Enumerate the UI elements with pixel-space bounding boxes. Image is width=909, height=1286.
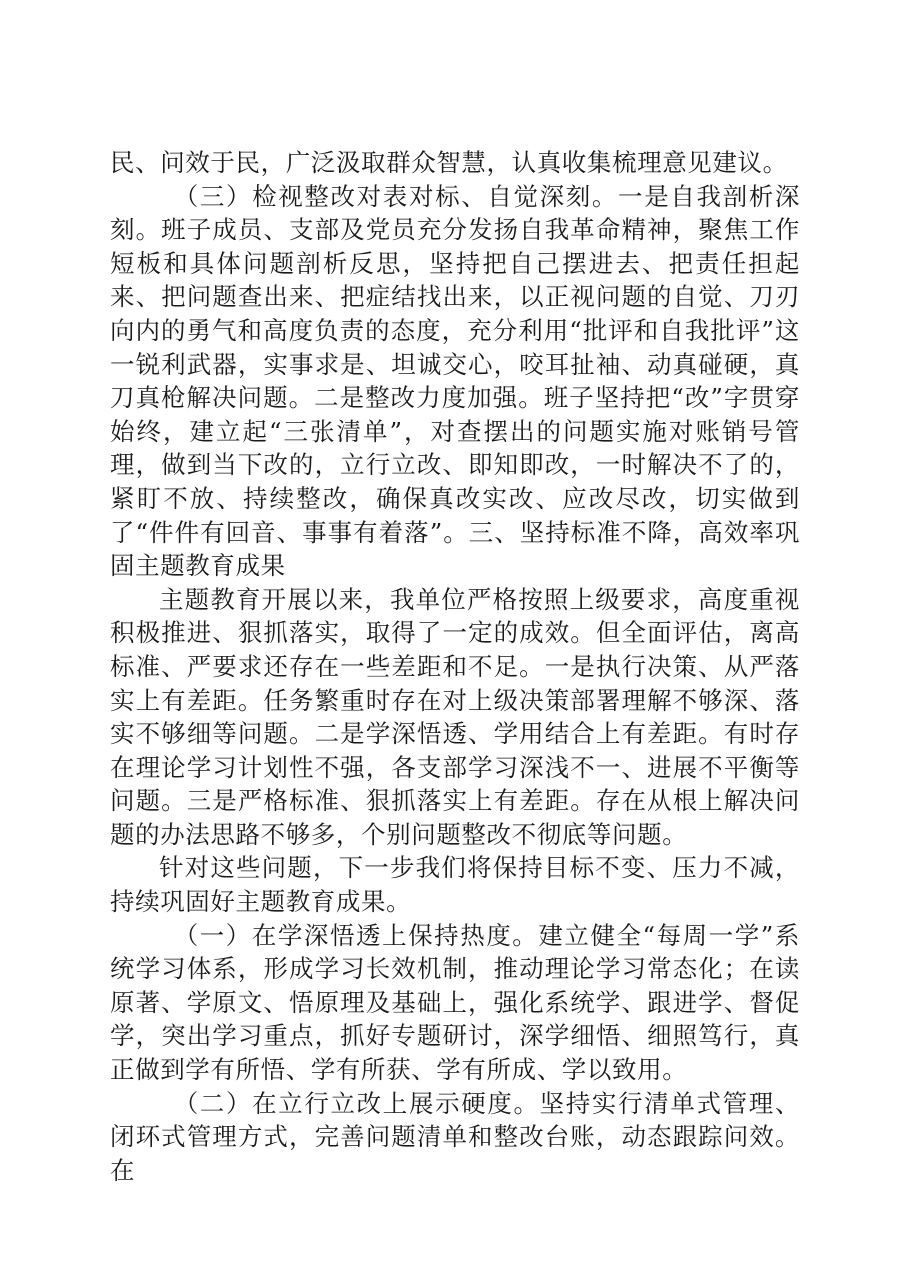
paragraph-item-2: （二）在立行立改上展示硬度。坚持实行清单式管理、闭环式管理方式，完善问题清单和整改台账，动态跟踪问效。在 xyxy=(110,1088,800,1185)
paragraph-section-3: （三）检视整改对表对标、自觉深刻。一是自我剖析深刻。班子成员、支部及党员充分发扬自我革命精神，聚焦工作短板和具体问题剖析反思，坚持把自己摆进去、把责任担起来、把问题查出来、把症结找出来，以正视问题的自觉、刀刃向内的勇气和高度负责的态度，充分利用“批评和自我批评”这一锐利武器，实事求是、坦诚交心，咬耳扯袖、动真碰硬，真刀真枪解决问题。二是整改力度加强。班子坚持把“改”字贯穿始终，建立起“三张清单”，对查摆出的问题实施对账销号管理，做到当下改的，立行立改、即知即改，一时解决不了的，紧盯不放、持续整改，确保真改实改、应改尽改，切实做到了“件件有回音、事事有着落”。三、坚持标准不降，高效率巩固主题教育成果 xyxy=(110,181,800,581)
paragraph-item-1: （一）在学深悟透上保持热度。建立健全“每周一学”系统学习体系，形成学习长效机制，推动理论学习常态化；在读原著、学原文、悟原理及基础上，强化系统学、跟进学、督促学，突出学习重点，抓好专题研讨，深学细悟、细照笃行，真正做到学有所悟、学有所获、学有所成、学以致用。 xyxy=(110,920,800,1085)
paragraph-continuation: 民、问效于民，广泛汲取群众智慧，认真收集梳理意见建议。 xyxy=(110,148,788,177)
document-body xyxy=(110,146,800,1187)
paragraph-next-steps: 针对这些问题，下一步我们将保持目标不变、压力不减，持续巩固好主题教育成果。 xyxy=(110,853,800,917)
paragraph-assessment: 主题教育开展以来，我单位严格按照上级要求，高度重视积极推进、狠抓落实，取得了一定的成效。但全面评估，离高标准、严要求还存在一些差距和不足。一是执行决策、从严落实上有差距。任务繁重时存在对上级决策部署理解不够深、落实不够细等问题。二是学深悟透、学用结合上有差距。有时存在理论学习计划性不强，各支部学习深浅不一、进展不平衡等问题。三是严格标准、狠抓落实上有差距。存在从根上解决问题的办法思路不够多，个别问题整改不彻底等问题。 xyxy=(110,584,800,849)
